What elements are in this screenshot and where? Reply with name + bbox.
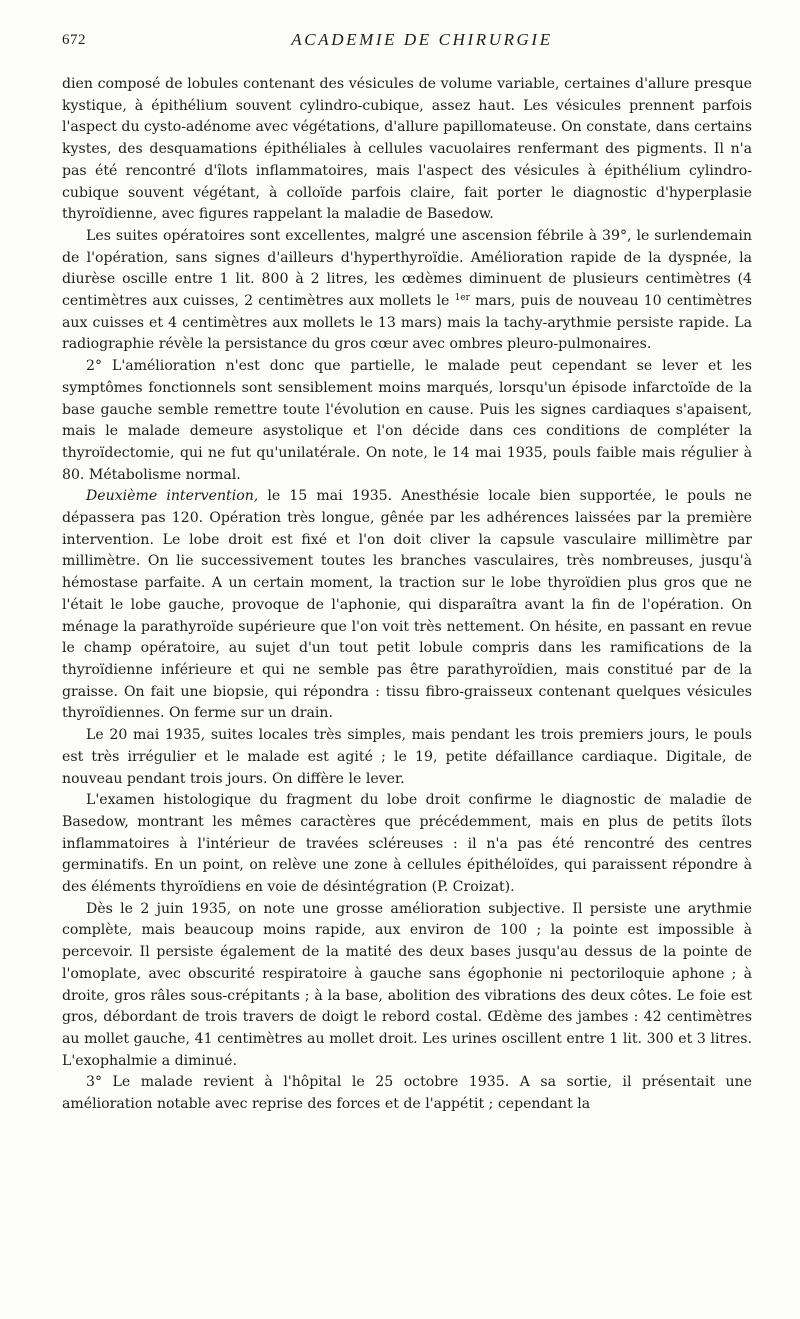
paragraph-text: L'examen histologique du fragment du lobe droit confirme le diagnostic de maladie de Basedow, montrant les mêmes caractères que précédemment, mais en plus de petits îlots inflammatoires à l'intérieur de travées scléreuses : il n'a pas été rencontré des centres germinatifs. En un point, on relève une zone à cellules épithéloïdes, qui paraissent répondre à des éléments thyroïdiens en voie de désintégration (P. Croizat). [62, 792, 752, 896]
paragraph-text: Le 20 mai 1935, suites locales très simples, mais pendant les trois premiers jours, le pouls est très irrégulier et le malade est agité ; le 19, petite défaillance cardiaque. Digitale, de nouveau pendant trois jours. On diffère le lever. [62, 727, 752, 787]
paragraph [62, 226, 752, 356]
paragraph [62, 725, 752, 790]
section-label: Deuxième intervention, [86, 488, 259, 505]
body-text [62, 74, 752, 1116]
paragraph-text: 3° Le malade revient à l'hôpital le 25 octobre 1935. A sa sortie, il présentait une amélioration notable avec reprise des forces et de l'appétit ; cependant la [62, 1074, 752, 1113]
paragraph [62, 486, 752, 725]
paragraph [62, 790, 752, 899]
paragraph [62, 1072, 752, 1115]
paragraph-text: 2° L'amélioration n'est donc que partielle, le malade peut cependant se lever et les symptômes fonctionnels sont sensiblement moins marqués, lorsqu'un épisode infarctoïde de la base gauche semble remettre toute l'évolution en cause. Puis les signes cardiaques s'apaisent, mais le malade demeure asystolique et l'on décide dans ces conditions de compléter la thyroïdectomie, qui ne fut qu'unilatérale. On note, le 14 mai 1935, pouls faible mais régulier à 80. Métabolisme normal. [62, 358, 752, 483]
paragraph-text: dien composé de lobules contenant des vésicules de volume variable, certaines d'allure presque kystique, à épithélium souvent cylindro-cubique, assez haut. Les vésicules prennent parfois l'aspect du cysto-adénome avec végétations, d'allure papillomateuse. On constate, dans certains kystes, des desquamations épithéliales à cellules vacuolaires renfermant des pigments. Il n'a pas été rencontré d'îlots inflammatoires, mais l'aspect des vésicules à épithélium cylindro-cubique souvent végétant, à colloïde parfois claire, fait porter le diagnostic d'hyperplasie thyroïdienne, avec figures rappelant la maladie de Basedow. [62, 76, 752, 223]
page-header [62, 30, 752, 54]
paragraph-text-continued: mars, puis de nouveau 10 centimètres aux cuisses et 4 centimètres aux mollets le 13 mars) mais la tachy-arythmie persiste rapide. La radiographie révèle la persistance du gros cœur avec ombres pleuro-pulmonaires. [62, 293, 752, 353]
paragraph [62, 899, 752, 1073]
paragraph-text: le 15 mai 1935. Anesthésie locale bien supportée, le pouls ne dépassera pas 120. Opération très longue, gênée par les adhérences laissées par la première intervention. Le lobe droit est fixé et l'on doit cliver la capsule vasculaire millimètre par millimètre. On lie successivement toutes les branches vasculaires, très nombreuses, jusqu'à hémostase parfaite. A un certain moment, la traction sur le lobe thyroïdien plus gros que ne l'était le lobe gauche, provoque de l'aphonie, qui disparaîtra avant la fin de l'opération. On ménage la parathyroïde supérieure que l'on voit très nettement. On hésite, en passant en revue le champ opératoire, au sujet d'un tout petit lobule compris dans les ramifications de la thyroïdienne inférieure et qui ne semble pas être parathyroïdien, mais constitué par de la graisse. On fait une biopsie, qui répondra : tissu fibro-graisseux contenant quelques vésicules thyroïdiennes. On ferme sur un drain. [62, 488, 753, 722]
paragraph [62, 356, 752, 486]
paragraph-text: Dès le 2 juin 1935, on note une grosse amélioration subjective. Il persiste une arythmie complète, mais beaucoup moins rapide, aux environ de 100 ; la pointe est impossible à percevoir. Il persiste également de la matité des deux bases jusqu'au dessus de la pointe de l'omoplate, avec obscurité respiratoire à gauche sans égophonie ni pectoriloquie aphone ; à droite, gros râles sous-crépitants ; à la base, abolition des vibrations des deux côtes. Le foie est gros, débordant de trois travers de doigt le rebord costal. Œdème des jambes : 42 centimètres au mollet gauche, 41 centimètres au mollet droit. Les urines oscillent entre 1 lit. 300 et 3 litres. L'exophalmie a diminué. [62, 900, 752, 1069]
paragraph-text: Les suites opératoires sont excellentes, malgré une ascension fébrile à 39°, le surlendemain de l'opération, sans signes d'ailleurs d'hyperthyroïdie. Amélioration rapide de la dyspnée, la diurèse oscille entre 1 lit. 800 à 2 litres, les œdèmes diminuent de plusieurs centimètres (4 centimètres aux cuisses, 2 centimètres aux mollets le [62, 227, 752, 310]
paragraph [62, 74, 752, 226]
running-title: ACADEMIE DE CHIRURGIE [291, 30, 553, 49]
page-number: 672 [62, 32, 86, 48]
superscript: 1er [454, 293, 470, 304]
